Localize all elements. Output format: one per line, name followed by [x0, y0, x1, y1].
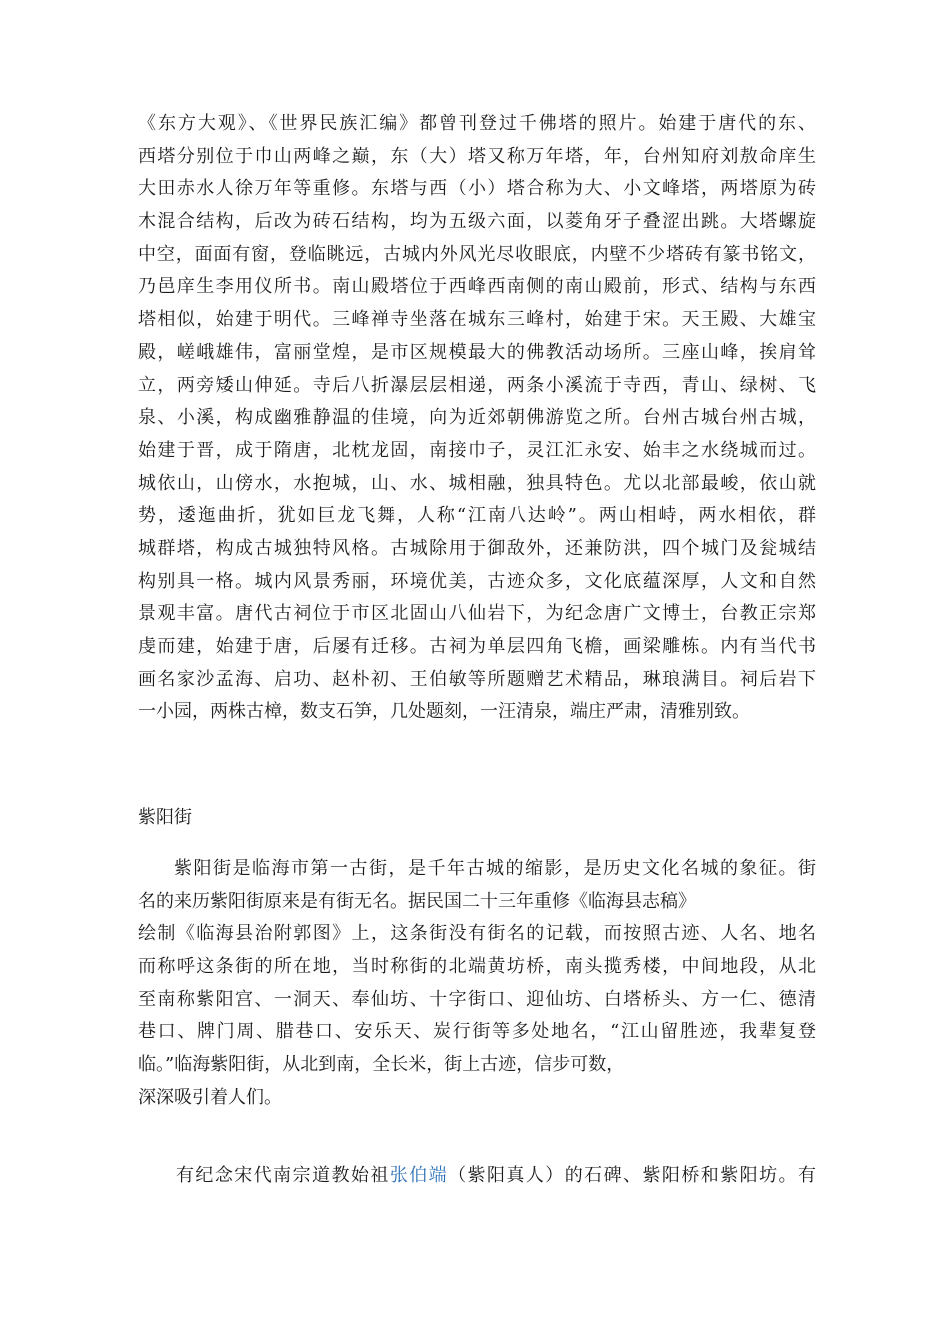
text-line: 名的来历紫阳街原来是有街无名。据民国二十三年重修《临海县志稿》	[138, 890, 696, 912]
text-line: 构别具一格。城内风景秀丽，环境优美，古迹众多，文化底蕴深厚，人文和自然	[138, 570, 816, 592]
text-line: 至南称紫阳宫、一洞天、奉仙坊、十字街口、迎仙坊、白塔桥头、方一仁、德清	[138, 988, 816, 1010]
text-segment: 有纪念宋代南宗道教始祖	[176, 1165, 390, 1186]
text-line: 临。”临海紫阳街，从北到南，全长米，街上古迹，信步可数，	[138, 1054, 625, 1076]
text-segment: （紫阳真人）的石碑、紫阳桥和紫阳坊。有	[448, 1165, 816, 1186]
paragraph-zhang-boduan	[176, 1160, 816, 1192]
section-heading: 紫阳街	[138, 807, 192, 828]
text-line: 塔相似，始建于明代。三峰禅寺坐落在城东三峰村，始建于宋。天王殿、大雄宝	[138, 309, 816, 331]
text-line: 中空，面面有窗，登临眺远，古城内外风光尽收眼底，内壁不少塔砖有篆书铭文，	[138, 243, 816, 265]
text-line: 城依山，山傍水，水抱城，山、水、城相融，独具特色。尤以北部最峻，依山就	[138, 472, 816, 494]
text-line: 殿，嵯峨雄伟，富丽堂煌，是市区规模最大的佛教活动场所。三座山峰，挨肩耸	[138, 341, 816, 363]
text-line: 立，两旁矮山伸延。寺后八折瀑层层相递，两条小溪流于寺西，青山、绿树、飞	[138, 374, 816, 396]
text-line: 深深吸引着人们。	[138, 1086, 282, 1108]
text-line: 木混合结构，后改为砖石结构，均为五级六面，以菱角牙子叠涩出跳。大塔螺旋	[138, 211, 816, 233]
text-line: 巷口、牌门周、腊巷口、安乐天、炭行街等多处地名，“江山留胜迹，我辈复登	[138, 1021, 816, 1043]
text-line: 始建于晋，成于隋唐，北枕龙固，南接巾子，灵江汇永安、始丰之水绕城而过。	[138, 439, 816, 461]
text-line: 《东方大观》、《世界民族汇编》都曾刊登过千佛塔的照片。始建于唐代的东、	[138, 113, 816, 134]
text-line: 乃邑庠生李用仪所书。南山殿塔位于西峰西南侧的南山殿前，形式、结构与东西	[138, 276, 816, 298]
text-line: 虔而建，始建于唐，后屡有迁移。古祠为单层四角飞檐，画梁雕栋。内有当代书	[138, 636, 816, 657]
text-line: 城群塔，构成古城独特风格。古城除用于御敌外，还兼防洪，四个城门及瓮城结	[138, 537, 816, 559]
paragraph-pagodas	[138, 108, 816, 729]
text-line: 泉、小溪，构成幽雅静温的佳境，向为近郊朝佛游览之所。台州古城台州古城，	[138, 407, 816, 429]
text-line: 紫阳街是临海市第一古街，是千年古城的缩影，是历史文化名城的象征。街	[174, 858, 816, 879]
paragraph-ziyang-street	[138, 853, 816, 1115]
text-line: 而称呼这条街的所在地，当时称街的北端黄坊桥，南头揽秀楼，中间地段，从北	[138, 956, 816, 978]
text-line: 景观丰富。唐代古祠位于市区北固山八仙岩下，为纪念唐广文博士，台教正宗郑	[138, 603, 816, 625]
text-line: 画名家沙孟海、启功、赵朴初、王伯敏等所题赠艺术精品，琳琅满目。祠后岩下	[138, 668, 816, 690]
zhang-boduan-link[interactable]: 张伯端	[389, 1165, 449, 1186]
text-line: 西塔分别位于巾山两峰之巅，东（大）塔又称万年塔，年，台州知府刘敖命庠生	[138, 145, 816, 167]
text-line: 势，逶迤曲折，犹如巨龙飞舞，人称“江南八达岭”。两山相峙，两水相依，群	[138, 505, 816, 527]
text-line: 大田赤水人徐万年等重修。东塔与西（小）塔合称为大、小文峰塔，两塔原为砖	[138, 178, 816, 200]
text-line: 绘制《临海县治附郭图》上，这条街没有街名的记载，而按照古迹、人名、地名	[138, 923, 816, 945]
text-line: 一小园，两株古樟，数支石笋，几处题刻，一汪清泉，端庄严肃，清雅别致。	[138, 701, 750, 723]
